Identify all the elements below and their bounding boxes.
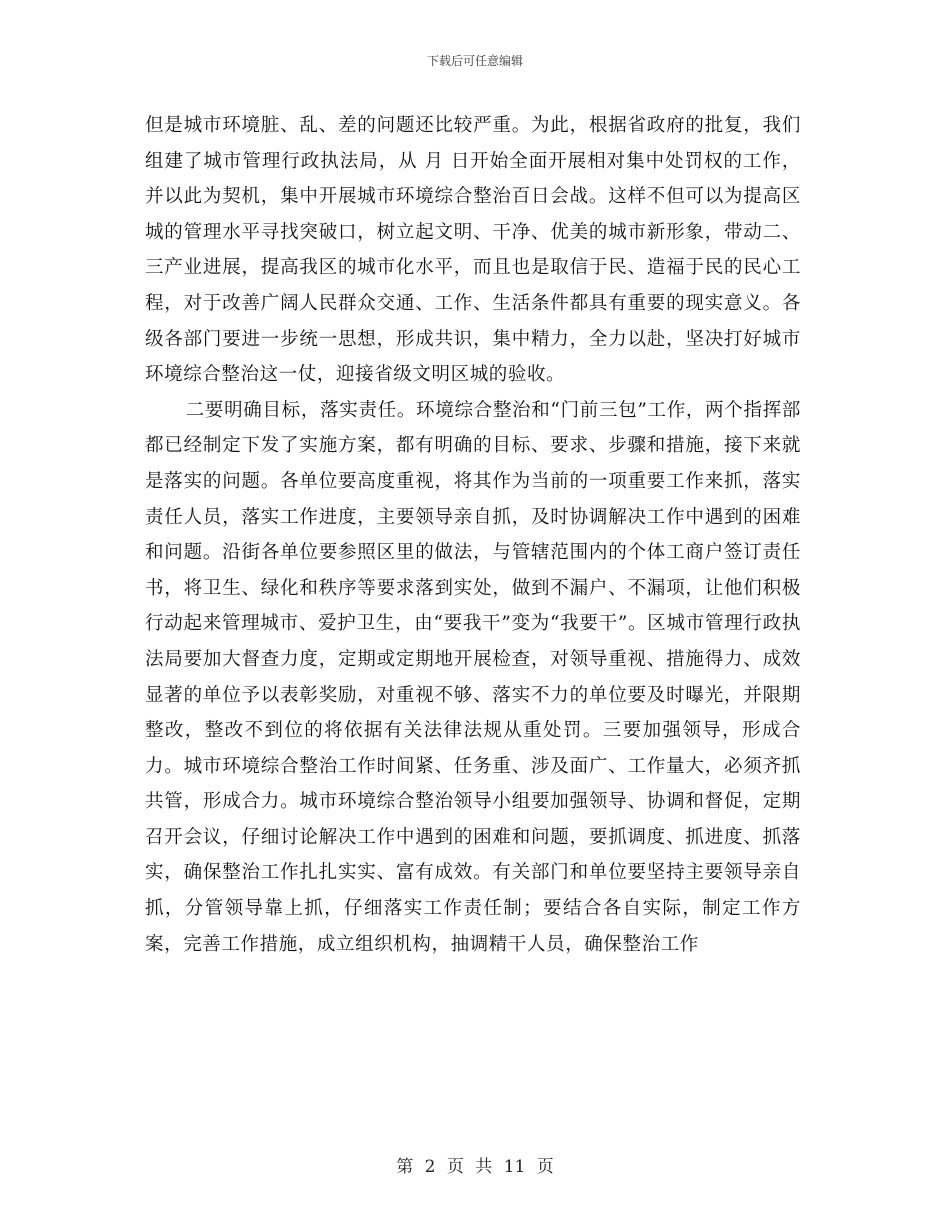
page-number: 第 2 页 共 11 页 xyxy=(396,1157,554,1177)
paragraph-2: 二要明确目标，落实责任。环境综合整治和“门前三包”工作，两个指挥部都已经制定下发了实施方案，都有明确的目标、要求、步骤和措施，接下来就是落实的问题。各单位要高度重视，将其作为当前的一项重要工作来抓，落实责任人员，落实工作进度，主要领导亲自抓，及时协调解决工作中遇到的困难和问题。沿街各单位要参照区里的做法，与管辖范围内的个体工商户签订责任书，将卫生、绿化和秩序等要求落到实处，做到不漏户、不漏项，让他们积极行动起来管理城市、爱护卫生，由“要我干”变为“我要干”。区城市管理行政执法局要加大督查力度，定期或定期地开展检查，对领导重视、措施得力、成效显著的单位予以表彰奖励，对重视不够、落实不力的单位要及时曝光，并限期整改，整改不到位的将依据有关法律法规从重处罚。三要加强领导，形成合力。城市环境综合整治工作时间紧、任务重、涉及面广、工作量大，必须齐抓共管，形成合力。城市环境综合整治领导小组要加强领导、协调和督促，定期召开会议，仔细讨论解决工作中遇到的困难和问题，要抓调度、抓进度、抓落实，确保整治工作扎扎实实、富有成效。有关部门和单位要坚持主要领导亲自抓，分管领导靠上抓，仔细落实工作责任制；要结合各自实际，制定工作方案，完善工作措施，成立组织机构，抽调精干人员，确保整治工作 xyxy=(145,399,801,955)
page-header-note: 下载后可任意编辑 xyxy=(426,54,523,68)
paragraph-1: 但是城市环境脏、乱、差的问题还比较严重。为此，根据省政府的批复，我们组建了城市管理行政执法局，从 月 日开始全面开展相对集中处罚权的工作，并以此为契机，集中开展城市环境综合整治百日会战。这样不但可以为提高区城的管理水平寻找突破口，树立起文明、干净、优美的城市新形象，带动二、三产业进展，提高我区的城市化水平，而且也是取信于民、造福于民的民心工程，对于改善广阔人民群众交通、工作、生活条件都具有重要的现实意义。各级各部门要进一步统一思想，形成共识，集中精力，全力以赴，坚决打好城市环境综合整治这一仗，迎接省级文明区城的验收。 xyxy=(145,115,801,386)
document-body xyxy=(145,108,801,962)
